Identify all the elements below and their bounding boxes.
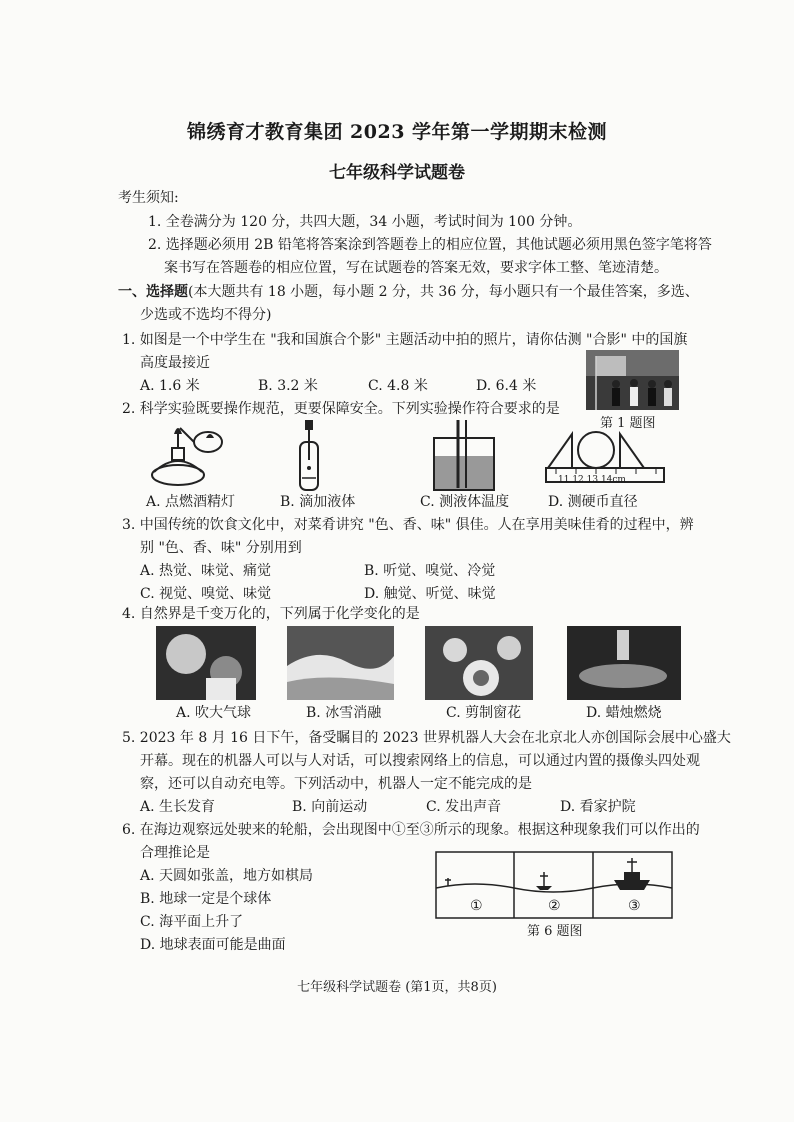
exam-subtitle: 七年级科学试题卷: [329, 163, 465, 183]
q1-option-a: A. 1.6 米: [140, 378, 200, 394]
q2-option-a: A. 点燃酒精灯: [146, 494, 236, 510]
q2-stem: 2. 科学实验既要操作规范，更要保障安全。下列实验操作符合要求的是: [122, 401, 560, 417]
q4-option-c: C. 剪制窗花: [446, 705, 522, 721]
notice-item-2: 2. 选择题必须用 2B 铅笔将答案涂到答题卷上的相应位置，其他试题必须用黑色签字笔将答: [148, 237, 712, 253]
section-desc-1: (本大题共有 18 小题，每小题 2 分，共 36 分，每小题只有一个最佳答案，多选、: [188, 284, 699, 300]
q4-snow-photo: [287, 626, 394, 700]
section-heading: [118, 282, 699, 302]
q4-candle-photo: [567, 626, 681, 700]
q1-figure-caption: 第 1 题图: [600, 416, 656, 431]
q6-option-a: A. 天圆如张盖，地方如棋局: [140, 868, 314, 884]
q5-stem-1: 5. 2023 年 8 月 16 日下午，备受瞩目的 2023 世界机器人大会在北京北人亦创国际会展中心盛大: [122, 730, 731, 746]
q6-option-d: D. 地球表面可能是曲面: [140, 937, 286, 953]
q4-stem: 4. 自然界是千变万化的，下列属于化学变化的是: [122, 606, 420, 622]
q1-option-d: D. 6.4 米: [476, 378, 537, 394]
q4-balloon-photo: [156, 626, 256, 700]
exam-title: 锦绣育才教育集团 2023 学年第一学期期末检测: [186, 121, 608, 143]
q4-balloon-shapes: [156, 626, 256, 700]
q3-stem-1: 3. 中国传统的饮食文化中，对菜肴讲究 "色、香、味" 俱佳。人在享用美味佳肴的过程中，辨: [122, 517, 694, 533]
q2-dropper-figure: [296, 420, 336, 492]
q6-panel-2-label: ②: [548, 898, 561, 914]
section-desc-2: 少选或不选均不得分): [140, 307, 272, 323]
notice-heading: 考生须知:: [118, 190, 179, 206]
notice-item-3: 案书写在答题卷的相应位置，写在试题卷的答案无效，要求字体工整、笔迹清楚。: [164, 260, 668, 276]
q3-stem-2: 别 "色、香、味" 分别用到: [140, 540, 302, 556]
q1-photo-figures: [586, 350, 679, 410]
notice-item-1: 1. 全卷满分为 120 分，共四大题，34 小题，考试时间为 100 分钟。: [148, 214, 582, 230]
q3-option-b: B. 听觉、嗅觉、冷觉: [364, 563, 496, 579]
q6-option-c: C. 海平面上升了: [140, 914, 244, 930]
q4-papercut-photo: [425, 626, 533, 700]
q2-thermometer-beaker-figure: [430, 420, 500, 492]
q6-panel-3-label: ③: [628, 898, 641, 914]
q1-option-b: B. 3.2 米: [258, 378, 318, 394]
q3-option-d: D. 触觉、听觉、味觉: [364, 586, 496, 602]
q5-option-d: D. 看家护院: [560, 799, 636, 815]
q1-stem-2: 高度最接近: [140, 355, 210, 371]
q4-option-a: A. 吹大气球: [176, 705, 252, 721]
q4-candle-shapes: [567, 626, 681, 700]
q6-stem-1: 6. 在海边观察远处驶来的轮船，会出现图中①至③所示的现象。根据这种现象我们可以作出的: [122, 822, 700, 838]
page-footer: 七年级科学试题卷 (第1页，共8页): [297, 980, 497, 995]
q4-option-b: B. 冰雪消融: [306, 705, 382, 721]
q1-option-c: C. 4.8 米: [368, 378, 428, 394]
q4-snow-shapes: [287, 626, 394, 700]
q2-alcohol-lamp-figure: [146, 420, 236, 492]
q5-option-b: B. 向前运动: [292, 799, 368, 815]
q5-option-c: C. 发出声音: [426, 799, 502, 815]
q3-option-c: C. 视觉、嗅觉、味觉: [140, 586, 272, 602]
q6-stem-2: 合理推论是: [140, 845, 210, 861]
q6-figure-caption: 第 6 题图: [527, 924, 583, 939]
q2-option-c: C. 测液体温度: [420, 494, 510, 510]
q2-option-b: B. 滴加液体: [280, 494, 356, 510]
q5-option-a: A. 生长发育: [140, 799, 216, 815]
q6-panel-1-label: ①: [470, 898, 483, 914]
q2-option-d: D. 测硬币直径: [548, 494, 638, 510]
q5-stem-3: 察，还可以自动充电等。下列活动中，机器人一定不能完成的是: [140, 776, 532, 792]
q5-stem-2: 开幕。现在的机器人可以与人对话，可以搜索网络上的信息，可以通过内置的摄像头四处观: [140, 753, 700, 769]
q3-option-a: A. 热觉、味觉、痛觉: [140, 563, 272, 579]
section-label: 一、选择题: [118, 284, 188, 300]
q4-option-d: D. 蜡烛燃烧: [586, 705, 662, 721]
q4-papercut-shapes: [425, 626, 533, 700]
q1-flag-photo: [586, 350, 679, 410]
q6-option-b: B. 地球一定是个球体: [140, 891, 272, 907]
q2-ruler-labels: 11 12 13 14cm: [558, 475, 626, 485]
q1-stem-1: 1. 如图是一个中学生在 "我和国旗合个影" 主题活动中拍的照片，请你估测 "合影" 中的国旗: [122, 332, 688, 348]
